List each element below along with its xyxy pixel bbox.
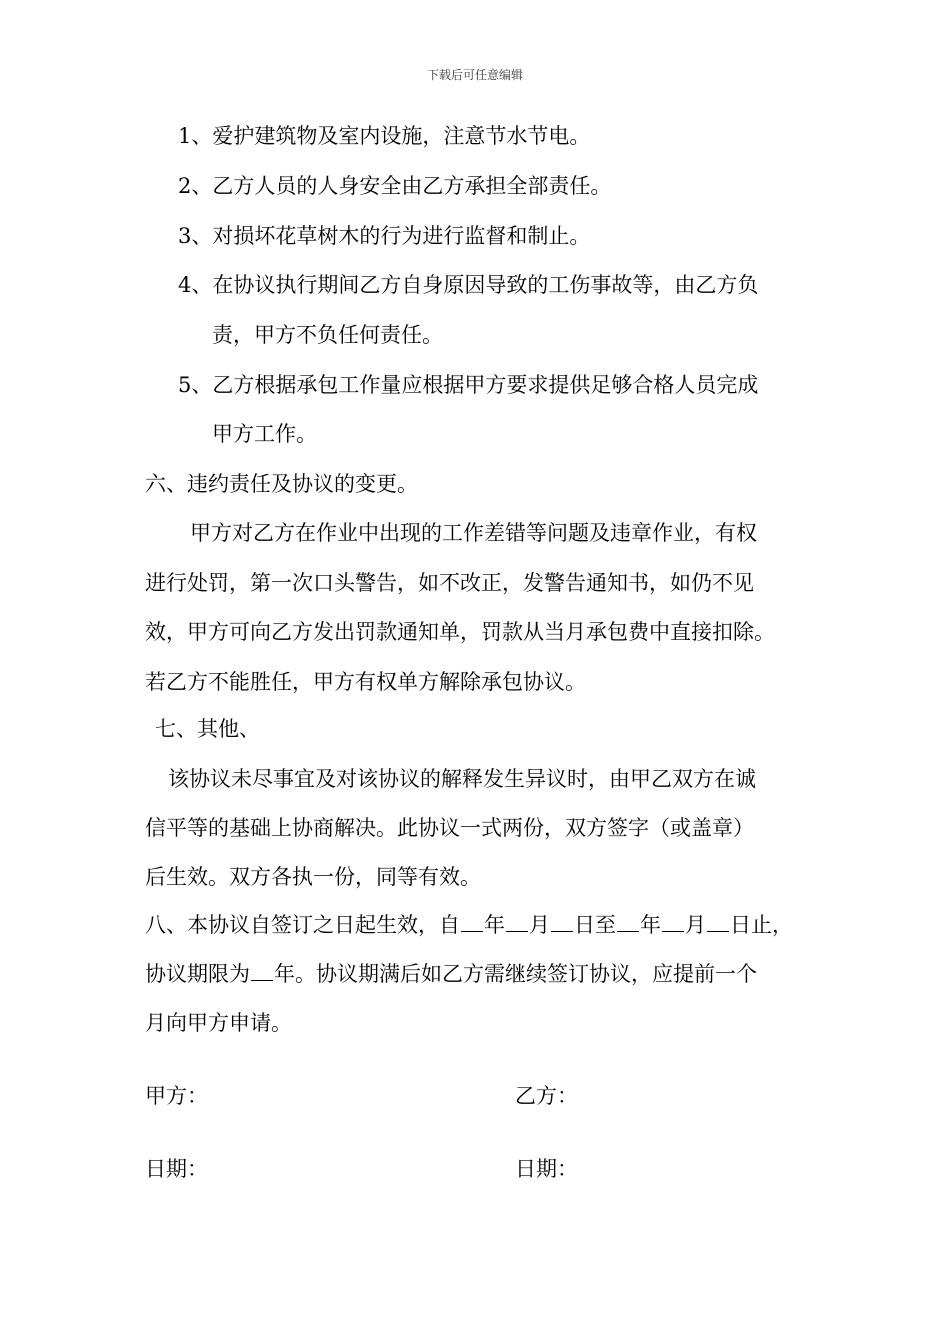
section-8-text: 月 [529,913,550,937]
blank-start-month [506,911,528,932]
blank-start-year [461,911,483,932]
section-8-text: 月 [685,913,706,937]
section-8-text: 年。协议期满后如乙方需继续签订协议，应提前一个 [274,962,757,986]
section-8-line-2 [145,959,757,989]
item-4-line-1: 4、在协议执行期间乙方自身原因导致的工伤事故等，由乙方负 [178,273,759,297]
section-6-line-4: 若乙方不能胜任，甲方有权单方解除承包协议。 [145,670,586,694]
blank-term-years [251,960,273,981]
item-3: 3、对损坏花草树木的行为进行监督和制止。 [178,224,591,248]
page-header: 下载后可任意编辑 [426,68,523,82]
item-2: 2、乙方人员的人身安全由乙方承担全部责任。 [178,174,612,198]
party-a-label: 甲方： [145,1084,208,1108]
blank-end-month [662,911,684,932]
party-b-label: 乙方： [515,1084,578,1108]
section-8-text: 年 [484,913,505,937]
section-8-text: 八、本协议自签订之日起生效，自 [145,913,460,937]
blank-end-day [707,911,729,932]
date-a-label: 日期： [145,1157,208,1181]
date-b-label: 日期： [515,1157,578,1181]
section-8-text: 日至 [574,913,616,937]
section-6-line-3: 效，甲方可向乙方发出罚款通知单，罚款从当月承包费中直接扣除。 [145,620,775,644]
item-5-line-1: 5、乙方根据承包工作量应根据甲方要求提供足够合格人员完成 [178,373,759,397]
section-8-text: 协议期限为 [145,962,250,986]
item-4-line-2: 责，甲方不负任何责任。 [212,323,443,347]
section-8-line-1 [145,910,793,940]
section-8-text: 日止， [730,913,793,937]
item-5-line-2: 甲方工作。 [212,422,317,446]
section-7-line-2: 信平等的基础上协商解决。此协议一式两份，双方签字（或盖章） [145,816,754,840]
section-6-title: 六、违约责任及协议的变更。 [145,472,418,496]
section-8-text: 年 [640,913,661,937]
section-6-line-1: 甲方对乙方在作业中出现的工作差错等问题及违章作业，有权 [190,521,757,545]
section-8-line-3: 月向甲方申请。 [145,1011,292,1035]
blank-start-day [551,911,573,932]
blank-end-year [617,911,639,932]
item-1: 1、爱护建筑物及室内设施，注意节水节电。 [178,124,591,148]
section-7-line-3: 后生效。双方各执一份，同等有效。 [145,865,481,889]
section-7-line-1: 该协议未尽事宜及对该协议的解释发生异议时，由甲乙双方在诚 [168,767,756,791]
section-6-line-2: 进行处罚，第一次口头警告，如不改正，发警告通知书，如仍不见 [145,571,754,595]
section-7-title: 七、其他、 [155,717,260,741]
